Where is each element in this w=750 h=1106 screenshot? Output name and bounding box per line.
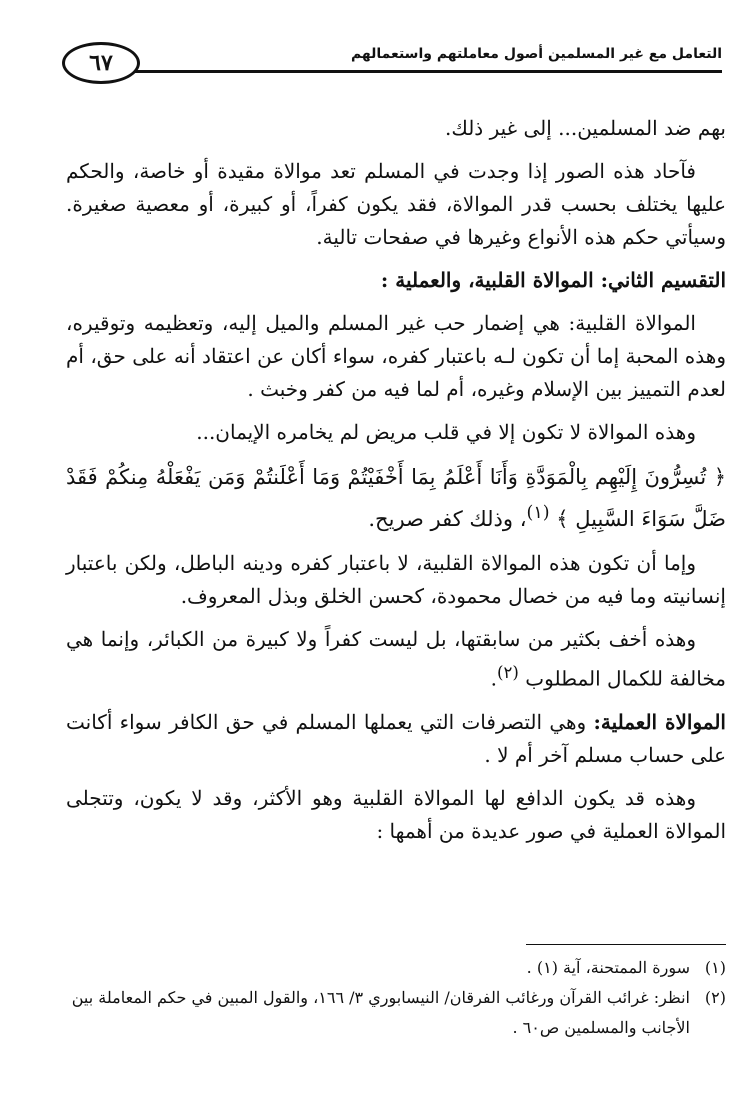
footnote-2 [66, 983, 726, 1013]
paragraph-1: بهم ضد المسلمين... إلى غير ذلك. [445, 116, 726, 140]
footnotes [66, 944, 726, 1043]
footnote-1-number: (١) [704, 958, 726, 977]
paragraph-6-text: وهذه أخف بكثير من سابقتها، بل ليست كفراً ولا كبيرة من الكبائر، وإنما هي مخالفة للكمال المطلوب [66, 627, 726, 691]
footnote-ref-1[interactable]: (١) [526, 503, 550, 523]
running-title: التعامل مع غير المسلمين أصول معاملتهم واستعمالهم [350, 46, 722, 62]
footnote-2-number: (٢) [704, 988, 726, 1007]
paragraph-4: وهذه الموالاة لا تكون إلا في قلب مريض لم يخامره الإيمان... [196, 420, 696, 444]
quran-verse: ﴿ تُسِرُّونَ إِلَيْهِم بِالْمَوَدَّةِ وَأَنَا أَعْلَمُ بِمَا أَخْفَيْتُمْ وَمَا أَعْلَنتُمْ وَمَن يَفْعَلْهُ مِنكُمْ فَقَدْ ضَلَّ سَوَاءَ السَّبِيلِ ﴾ [66, 465, 726, 531]
footnote-rule [526, 944, 726, 945]
quran-verse-block [66, 459, 726, 537]
section-heading: التقسيم الثاني: الموالاة القلبية، والعملية : [380, 268, 726, 292]
footnote-1 [66, 953, 726, 983]
header-rule [132, 70, 722, 73]
paragraph-7-lead: الموالاة العملية: [593, 709, 726, 734]
paragraph-8: وهذه قد يكون الدافع لها الموالاة القلبية وهو الأكثر، وقد لا يكون، وتتجلى الموالاة العملية في صور عديدة من أهمها : [66, 785, 726, 843]
quran-tail: ، وذلك كفر صريح. [368, 507, 527, 531]
footnote-2-text: انظر: غرائب القرآن ورغائب الفرقان/ النيسابوري ٣/ ١٦٦، والقول المبين في حكم المعاملة بين [71, 988, 690, 1007]
paragraph-7 [66, 706, 726, 772]
paragraph-6-end: . [490, 666, 497, 691]
page-number: ٦٧ [62, 42, 140, 84]
paragraph-6 [66, 623, 726, 696]
page-header [62, 42, 722, 102]
footnote-2-continuation: الأجانب والمسلمين ص٦٠ . [512, 1018, 690, 1037]
paragraph-3: الموالاة القلبية: هي إضمار حب غير المسلم والميل إليه، وتعظيمه وتوقيره، وهذه المحبة إما أن تكون لـه باعتبار كفره، سواء أكان عن اعتقاد أنه على حق، أم لعدم التمييز بين الإسلام وغيره، أم لما فيه من كفر وخبث . [66, 311, 726, 401]
paragraph-5: وإما أن تكون هذه الموالاة القلبية، لا باعتبار كفره ودينه الباطل، ولكن باعتبار إنسانيته وما فيه من خصال محمودة، كحسن الخلق وبذل المعروف. [66, 551, 726, 608]
footnote-ref-2[interactable]: (٢) [496, 663, 519, 682]
footnote-1-text: سورة الممتحنة، آية (١) . [526, 958, 690, 977]
paragraph-2: فآحاد هذه الصور إذا وجدت في المسلم تعد موالاة مقيدة أو خاصة، والحكم عليها يختلف بحسب قدر الموالاة، فقد يكون كفراً، أو كبيرة، أو معصية صغيرة. وسيأتي حكم هذه الأنواع وغيرها في صفحات تالية. [66, 159, 726, 249]
paragraph-7-text: وهي التصرفات التي يعملها المسلم في حق الكافر سواء أكانت على حساب مسلم آخر أم لا . [66, 709, 726, 767]
page-body [66, 112, 726, 858]
